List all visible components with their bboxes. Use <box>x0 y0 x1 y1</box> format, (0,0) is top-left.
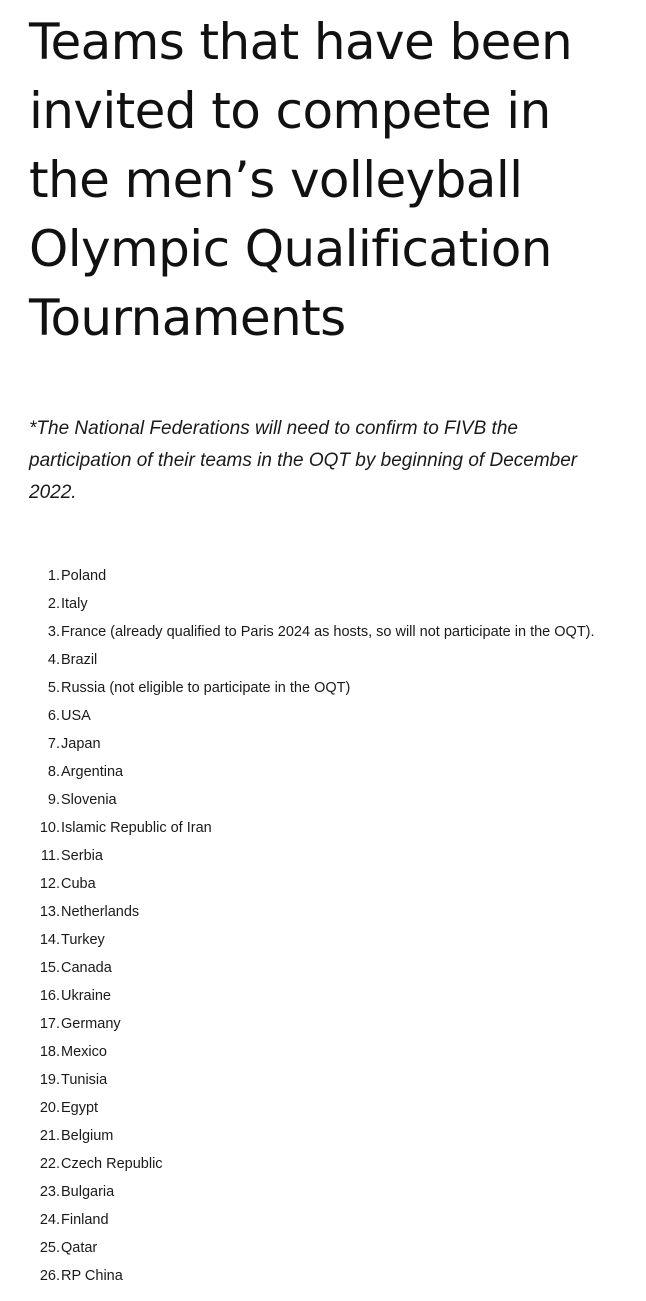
list-item-team: Argentina <box>61 764 124 780</box>
list-item <box>29 982 646 1010</box>
list-item <box>29 870 646 898</box>
article-title: Teams that have been invited to compete in the men’s volleyball Olympic Qualification Tournaments <box>29 13 573 347</box>
list-item-number: 5. <box>47 680 60 696</box>
list-item-team: Egypt <box>61 1100 99 1116</box>
list-item <box>29 1262 646 1290</box>
list-item <box>29 618 646 646</box>
list-item <box>29 1122 646 1150</box>
list-item <box>29 814 646 842</box>
participation-note: *The National Federations will need to confirm to FIVB the participation of their teams in the OQT by beginning of December 2022. <box>29 418 578 503</box>
list-item-number: 3. <box>47 624 60 640</box>
list-item <box>29 842 646 870</box>
list-item-team: Mexico <box>61 1044 107 1060</box>
list-item <box>29 646 646 674</box>
list-item-team: Turkey <box>61 932 105 948</box>
list-item-team: Serbia <box>61 848 103 864</box>
list-item <box>29 758 646 786</box>
list-item-team: Germany <box>61 1016 121 1032</box>
list-item <box>29 702 646 730</box>
list-item-team: Italy <box>61 596 88 612</box>
list-item-number: 13. <box>39 904 60 920</box>
list-item <box>29 926 646 954</box>
list-item <box>29 1150 646 1178</box>
list-item-team: Ukraine <box>61 988 111 1004</box>
list-item-number: 22. <box>39 1156 60 1172</box>
list-item <box>29 1178 646 1206</box>
list-item <box>29 590 646 618</box>
list-item-team: USA <box>61 708 91 724</box>
list-item-number: 10. <box>39 820 60 836</box>
list-item-team: RP China <box>61 1268 123 1284</box>
list-item-number: 8. <box>47 764 60 780</box>
list-item-number: 9. <box>47 792 60 808</box>
list-item-team: Tunisia <box>61 1072 108 1088</box>
list-item-number: 6. <box>47 708 60 724</box>
team-list <box>29 562 646 1290</box>
list-item <box>29 562 646 590</box>
list-item-team: Japan <box>61 736 101 752</box>
list-item-team: Bulgaria <box>61 1184 115 1200</box>
list-item-team: Belgium <box>61 1128 114 1144</box>
list-item-team: Slovenia <box>61 792 117 808</box>
list-item-team: Qatar <box>61 1240 98 1256</box>
list-item-team: Brazil <box>61 652 98 668</box>
list-item-number: 20. <box>39 1100 60 1116</box>
list-item-team: Cuba <box>61 876 96 892</box>
list-item <box>29 730 646 758</box>
list-item <box>29 898 646 926</box>
list-item-number: 15. <box>39 960 60 976</box>
list-item-number: 26. <box>39 1268 60 1284</box>
list-item-team: France (already qualified to Paris 2024 as hosts, so will not participate in the OQT). <box>61 624 595 640</box>
list-item <box>29 786 646 814</box>
list-item-number: 14. <box>39 932 60 948</box>
list-item <box>29 1094 646 1122</box>
list-item-number: 18. <box>39 1044 60 1060</box>
list-item-team: Finland <box>61 1212 109 1228</box>
list-item-number: 25. <box>39 1240 60 1256</box>
list-item-number: 23. <box>39 1184 60 1200</box>
list-item-number: 16. <box>39 988 60 1004</box>
list-item-number: 4. <box>47 652 60 668</box>
list-item-number: 7. <box>47 736 60 752</box>
list-item-team: Canada <box>61 960 112 976</box>
list-item-number: 24. <box>39 1212 60 1228</box>
list-item <box>29 1206 646 1234</box>
list-item-team: Poland <box>61 568 107 584</box>
list-item-number: 17. <box>39 1016 60 1032</box>
list-item <box>29 954 646 982</box>
list-item <box>29 1234 646 1262</box>
list-item-number: 21. <box>39 1128 60 1144</box>
list-item-number: 2. <box>47 596 60 612</box>
list-item-team: Islamic Republic of Iran <box>61 820 212 836</box>
list-item <box>29 1010 646 1038</box>
list-item-team: Russia (not eligible to participate in the OQT) <box>61 680 351 696</box>
list-item <box>29 1066 646 1094</box>
list-item-team: Czech Republic <box>61 1156 163 1172</box>
list-item-number: 1. <box>47 568 60 584</box>
list-item <box>29 674 646 702</box>
list-item-team: Netherlands <box>61 904 140 920</box>
list-item-number: 11. <box>40 848 60 864</box>
list-item-number: 12. <box>39 876 60 892</box>
list-item <box>29 1038 646 1066</box>
list-item-number: 19. <box>39 1072 60 1088</box>
